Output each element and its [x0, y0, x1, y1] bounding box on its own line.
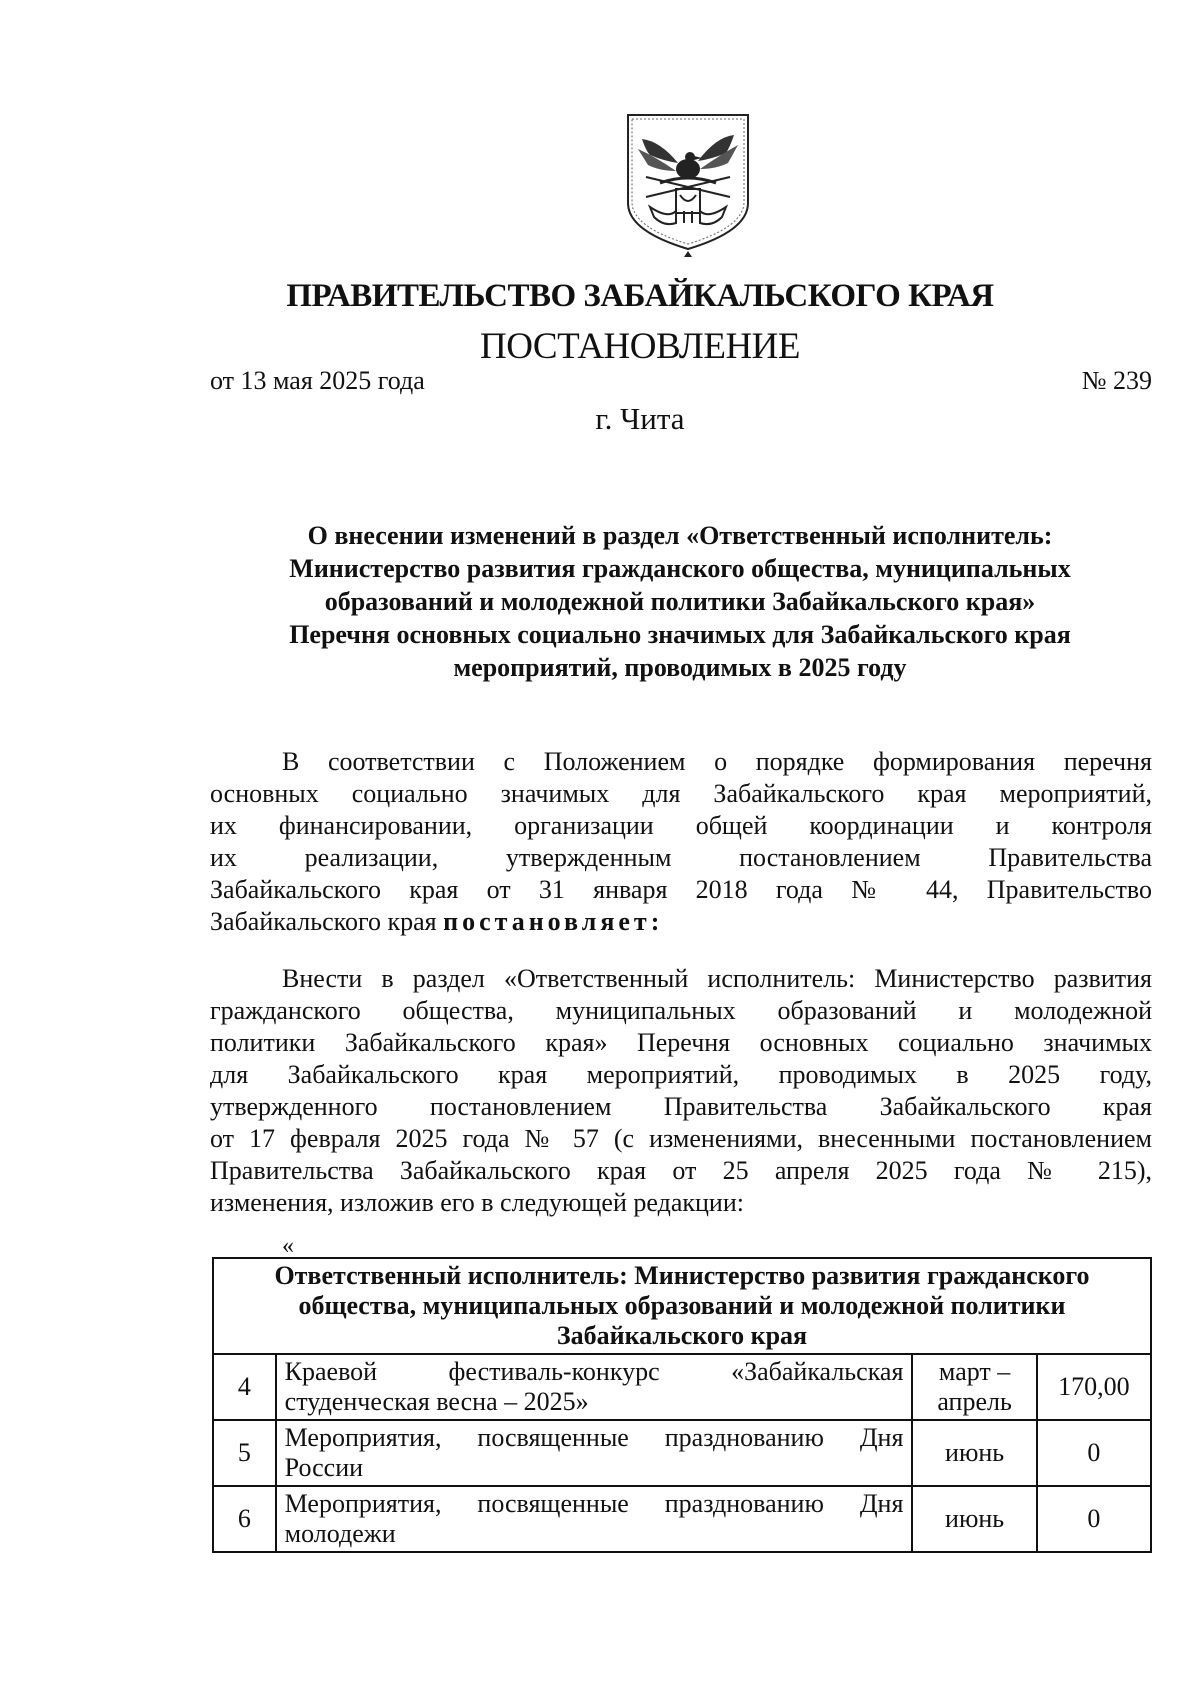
event-name — [276, 1486, 913, 1552]
events-table — [212, 1257, 1152, 1553]
document-number: № 239 — [1081, 366, 1152, 395]
paragraph-line: их реализации, утвержденным постановлением Правительства — [210, 843, 1152, 872]
document-title — [210, 519, 1150, 684]
paragraph-line: изменения, изложив его в следующей редакции: — [210, 1188, 744, 1217]
event-month — [912, 1486, 1036, 1552]
event-month — [912, 1354, 1036, 1420]
event-name-line: Мероприятия, посвященные празднованию Дня — [284, 1423, 904, 1452]
event-name-line: студенческая весна – 2025» — [284, 1387, 589, 1416]
preamble-paragraph — [210, 746, 1152, 938]
event-name-line: молодежи — [284, 1519, 396, 1548]
event-name-line: Краевой фестиваль-конкурс «Забайкальская — [284, 1357, 904, 1386]
event-name-line: России — [284, 1453, 364, 1482]
paragraph-line: от 17 февраля 2025 года № 57 (с изменениями, внесенными постановлением — [210, 1124, 1152, 1153]
row-number: 4 — [213, 1354, 276, 1420]
document-date: от 13 мая 2025 года — [210, 366, 425, 395]
title-line: О внесении изменений в раздел «Ответственный исполнитель: — [307, 521, 1053, 550]
paragraph-line: Правительства Забайкальского края от 25 апреля 2025 года № 215), — [210, 1156, 1152, 1185]
event-month — [912, 1420, 1036, 1486]
paragraph-line — [210, 906, 1152, 938]
month-line: июнь — [945, 1504, 1005, 1533]
paragraph-line: Забайкальского края от 31 января 2018 года № 44, Правительство — [210, 875, 1152, 904]
row-number: 6 — [213, 1486, 276, 1552]
decree-word: постановляет: — [443, 907, 664, 936]
month-line: март – — [938, 1357, 1011, 1386]
paragraph-text: Забайкальского края — [210, 907, 437, 936]
title-line: мероприятий, проводимых в 2025 году — [453, 653, 907, 682]
event-name — [276, 1354, 913, 1420]
event-name-line: Мероприятия, посвященные празднованию Дня — [284, 1489, 904, 1518]
table-header — [213, 1258, 1151, 1354]
title-line: Перечня основных социально значимых для Забайкальского края — [289, 620, 1071, 649]
paragraph-line: политики Забайкальского края» Перечня основных социально значимых — [210, 1028, 1152, 1057]
paragraph-line: их финансировании, организации общей координации и контроля — [210, 811, 1152, 840]
month-line: апрель — [937, 1387, 1012, 1416]
opening-quote: « — [282, 1233, 294, 1259]
table-row — [213, 1486, 1151, 1552]
coat-of-arms-icon — [620, 111, 756, 257]
header-line: общества, муниципальных образований и молодежной политики — [298, 1291, 1066, 1320]
row-number: 5 — [213, 1420, 276, 1486]
operative-paragraph — [210, 963, 1152, 1219]
event-amount: 0 — [1037, 1420, 1151, 1486]
event-name — [276, 1420, 913, 1486]
event-amount: 0 — [1037, 1486, 1151, 1552]
document-type: ПОСТАНОВЛЕНИЕ — [480, 326, 800, 367]
title-line: Министерство развития гражданского общества, муниципальных — [289, 554, 1071, 583]
paragraph-line: В соответствии с Положением о порядке формирования перечня — [282, 747, 1152, 776]
table-row — [213, 1354, 1151, 1420]
title-line: образований и молодежной политики Забайкальского края» — [324, 587, 1036, 616]
paragraph-line: основных социально значимых для Забайкальского края мероприятий, — [210, 779, 1152, 808]
header-line: Ответственный исполнитель: Министерство развития гражданского — [274, 1261, 1090, 1290]
table-header-row — [213, 1258, 1151, 1354]
event-amount: 170,00 — [1037, 1354, 1151, 1420]
paragraph-line: утвержденного постановлением Правительства Забайкальского края — [210, 1092, 1152, 1121]
header-line: Забайкальского края — [556, 1321, 808, 1350]
city: г. Чита — [595, 401, 685, 436]
government-name: ПРАВИТЕЛЬСТВО ЗАБАЙКАЛЬСКОГО КРАЯ — [286, 278, 994, 314]
table-row — [213, 1420, 1151, 1486]
month-line: июнь — [945, 1438, 1005, 1467]
paragraph-line: Внести в раздел «Ответственный исполнитель: Министерство развития — [282, 964, 1152, 993]
paragraph-line: гражданского общества, муниципальных образований и молодежной — [210, 996, 1152, 1025]
paragraph-line: для Забайкальского края мероприятий, проводимых в 2025 году, — [210, 1060, 1152, 1089]
